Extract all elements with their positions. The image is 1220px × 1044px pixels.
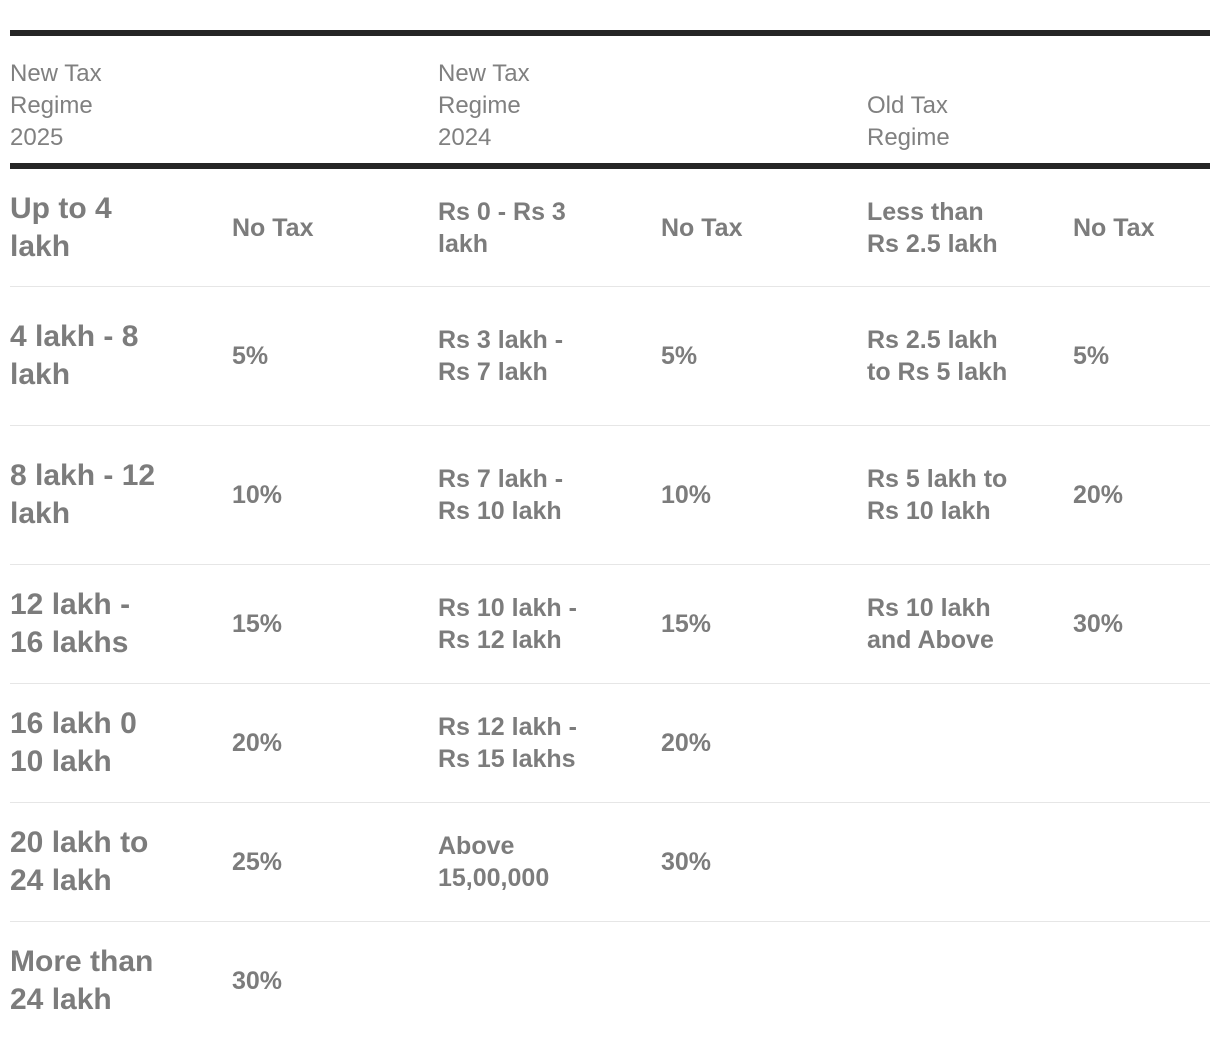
new2024-slab-cell: Above 15,00,000 bbox=[438, 832, 550, 892]
tax-regime-table bbox=[10, 30, 1210, 1040]
new2024-rate-cell: 30% bbox=[661, 848, 712, 876]
header-old-tax-regime: Old Tax Regime bbox=[867, 92, 950, 151]
table-row bbox=[10, 922, 1210, 1040]
table-row bbox=[10, 426, 1210, 565]
new2024-slab-cell: Rs 0 - Rs 3 lakh bbox=[438, 197, 566, 258]
table-header-row bbox=[10, 36, 1210, 163]
new2025-slab-cell: 20 lakh to 24 lakh bbox=[10, 826, 149, 897]
new2025-rate-cell: No Tax bbox=[232, 213, 314, 242]
header-new-tax-regime-2025: New Tax Regime 2025 bbox=[10, 60, 102, 151]
new2024-slab-cell: Rs 12 lakh - Rs 15 lakhs bbox=[438, 713, 577, 773]
old-rate-cell: No Tax bbox=[1073, 213, 1155, 242]
new2025-slab-cell: 8 lakh - 12 lakh bbox=[10, 459, 156, 530]
old-slab-cell: Rs 10 lakh and Above bbox=[867, 594, 994, 654]
new2024-slab-cell: Rs 10 lakh - Rs 12 lakh bbox=[438, 594, 577, 654]
table-row bbox=[10, 565, 1210, 684]
table-row bbox=[10, 684, 1210, 803]
new2025-slab-cell: More than 24 lakh bbox=[10, 945, 154, 1016]
new2025-rate-cell: 10% bbox=[232, 481, 283, 509]
table-row bbox=[10, 287, 1210, 426]
old-rate-cell: 20% bbox=[1073, 481, 1124, 509]
new2024-rate-cell: 20% bbox=[661, 729, 712, 757]
new2025-slab-cell: 16 lakh 0 10 lakh bbox=[10, 707, 137, 778]
table-row bbox=[10, 169, 1210, 287]
new2025-rate-cell: 25% bbox=[232, 848, 283, 876]
table-body bbox=[10, 169, 1210, 1040]
header-new-tax-regime-2024: New Tax Regime 2024 bbox=[438, 60, 530, 151]
new2025-rate-cell: 20% bbox=[232, 729, 283, 757]
old-slab-cell: Rs 5 lakh to Rs 10 lakh bbox=[867, 465, 1008, 525]
new2025-slab-cell: 4 lakh - 8 lakh bbox=[10, 320, 139, 391]
new2024-rate-cell: 10% bbox=[661, 481, 712, 509]
new2024-slab-cell: Rs 3 lakh - Rs 7 lakh bbox=[438, 326, 564, 386]
new2025-rate-cell: 5% bbox=[232, 342, 269, 370]
new2024-slab-cell: Rs 7 lakh - Rs 10 lakh bbox=[438, 465, 564, 525]
old-slab-cell: Rs 2.5 lakh to Rs 5 lakh bbox=[867, 326, 1008, 386]
new2024-rate-cell: 5% bbox=[661, 342, 698, 370]
old-rate-cell: 30% bbox=[1073, 610, 1124, 638]
new2025-rate-cell: 30% bbox=[232, 967, 283, 995]
old-slab-cell: Less than Rs 2.5 lakh bbox=[867, 197, 998, 258]
old-rate-cell: 5% bbox=[1073, 342, 1110, 370]
new2025-slab-cell: Up to 4 lakh bbox=[10, 191, 112, 263]
new2024-rate-cell: No Tax bbox=[661, 213, 743, 242]
new2024-rate-cell: 15% bbox=[661, 610, 712, 638]
table-row bbox=[10, 803, 1210, 922]
new2025-rate-cell: 15% bbox=[232, 610, 283, 638]
new2025-slab-cell: 12 lakh - 16 lakhs bbox=[10, 588, 131, 659]
